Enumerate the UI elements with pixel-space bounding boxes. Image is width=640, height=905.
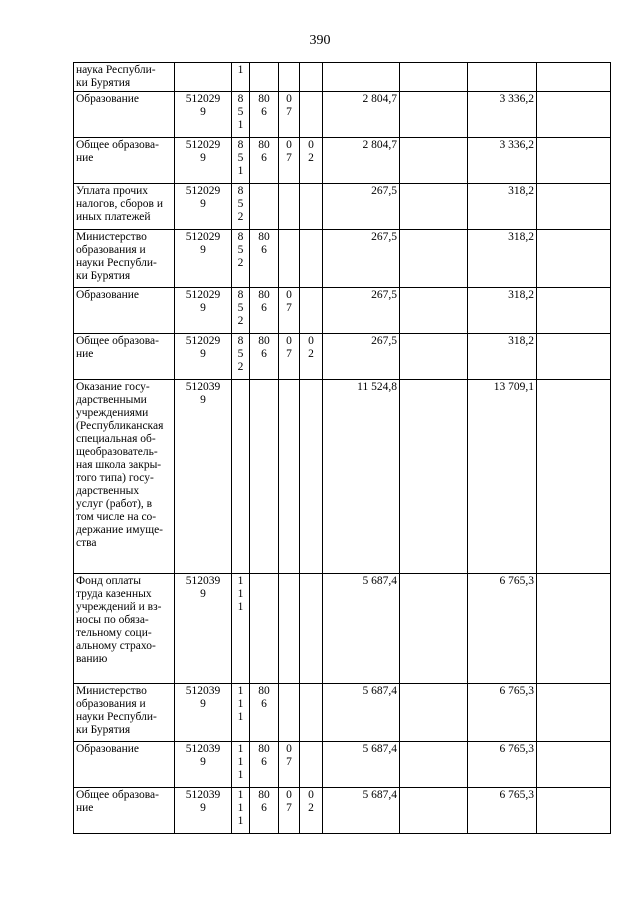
row-sum2-cell: 318,2 <box>468 184 537 230</box>
row-csr-cell <box>175 230 232 288</box>
row-grbs-cell <box>250 742 279 788</box>
row-sum1-cell: 267,5 <box>323 334 400 380</box>
row-rz-cell-line: 0 <box>286 289 292 301</box>
row-pr-cell-line: 0 <box>308 139 314 151</box>
table-row <box>74 574 611 684</box>
row-rz-cell-line: 7 <box>286 302 292 314</box>
row-rz-cell <box>279 92 300 138</box>
row-vr-cell-line: 1 <box>237 815 244 827</box>
row-csr-cell <box>175 684 232 742</box>
row-rz-cell-line: 7 <box>286 756 292 768</box>
row-name-cell <box>74 230 175 288</box>
row-empty-cell <box>400 380 468 574</box>
row-grbs-cell <box>250 63 279 92</box>
row-name-cell-line: Министерство <box>76 685 147 697</box>
row-csr-cell-line: 512029 <box>185 289 221 301</box>
page-number: 390 <box>309 33 331 48</box>
row-vr-cell-line: 1 <box>237 756 244 768</box>
table-row <box>74 184 611 230</box>
row-name-cell-line: дарственных <box>76 485 140 497</box>
row-grbs-cell <box>250 788 279 834</box>
row-vr-cell-line: 2 <box>237 315 244 327</box>
row-sum1-cell: 2 804,7 <box>323 138 400 184</box>
row-name-cell-line: ства <box>76 537 97 549</box>
row-rz-cell-line: 0 <box>286 93 292 105</box>
row-sum1-cell <box>323 63 400 92</box>
row-vr-cell <box>232 288 250 334</box>
row-name-cell-line: ки Бурятия <box>76 77 131 89</box>
row-empty-cell <box>537 184 611 230</box>
row-csr-cell-line: 9 <box>200 698 206 710</box>
row-grbs-cell <box>250 684 279 742</box>
row-csr-cell-line: 9 <box>200 106 206 118</box>
row-rz-cell-line: 7 <box>286 802 292 814</box>
row-name-cell-line: услуг (работ), в <box>76 498 153 510</box>
row-name-cell-line: Общее образова- <box>76 335 159 347</box>
row-vr-cell-line: 8 <box>237 93 244 105</box>
row-empty-cell <box>537 380 611 574</box>
row-rz-cell <box>279 684 300 742</box>
row-name-cell-line: ки Бурятия <box>76 724 131 736</box>
row-rz-cell-line: 0 <box>286 743 292 755</box>
row-sum2-cell: 6 765,3 <box>468 684 537 742</box>
row-vr-cell-line: 5 <box>237 198 244 210</box>
row-rz-cell <box>279 380 300 574</box>
row-name-cell-line: ная школа закры- <box>76 459 162 471</box>
row-vr-cell <box>232 230 250 288</box>
row-name-cell-line: Уплата прочих <box>76 185 149 197</box>
row-pr-cell <box>300 184 323 230</box>
row-name-cell <box>74 184 175 230</box>
row-name-cell <box>74 63 175 92</box>
row-grbs-cell <box>250 574 279 684</box>
row-name-cell-line: альному страхо- <box>76 640 156 652</box>
row-empty-cell <box>400 184 468 230</box>
row-csr-cell-line: 9 <box>200 588 206 600</box>
row-csr-cell-line: 512029 <box>185 335 221 347</box>
row-vr-cell <box>232 788 250 834</box>
row-name-cell-line: Оказание госу- <box>76 381 150 393</box>
row-name-cell-line: того типа) госу- <box>76 472 154 484</box>
row-vr-cell-line: 1 <box>237 743 244 755</box>
row-sum2-cell: 13 709,1 <box>468 380 537 574</box>
row-name-cell-line: Фонд оплаты <box>76 575 141 587</box>
row-name-cell-line: ние <box>76 152 94 164</box>
row-csr-cell-line: 9 <box>200 302 206 314</box>
row-name-cell-line: ки Бурятия <box>76 270 131 282</box>
row-vr-cell-line: 8 <box>237 289 244 301</box>
row-grbs-cell-line: 6 <box>261 244 267 256</box>
row-csr-cell-line: 9 <box>200 348 206 360</box>
row-sum1-cell: 267,5 <box>323 230 400 288</box>
row-vr-cell-line: 1 <box>237 64 244 76</box>
row-name-cell-line: Образование <box>76 289 140 301</box>
row-vr-cell-line: 1 <box>237 119 244 131</box>
row-name-cell-line: налогов, сборов и <box>76 198 164 210</box>
row-vr-cell-line: 1 <box>237 685 244 697</box>
table-row <box>74 788 611 834</box>
row-sum2-cell: 318,2 <box>468 288 537 334</box>
row-empty-cell <box>537 788 611 834</box>
row-vr-cell <box>232 92 250 138</box>
row-grbs-cell <box>250 184 279 230</box>
row-csr-cell-line: 512029 <box>185 231 221 243</box>
row-empty-cell <box>537 742 611 788</box>
row-vr-cell-line: 8 <box>237 139 244 151</box>
row-pr-cell <box>300 380 323 574</box>
row-name-cell-line: дарственными <box>76 394 147 406</box>
table-row <box>74 63 611 92</box>
row-sum2-cell: 6 765,3 <box>468 574 537 684</box>
row-grbs-cell <box>250 138 279 184</box>
row-grbs-cell <box>250 230 279 288</box>
row-vr-cell-line: 1 <box>237 575 244 587</box>
row-name-cell <box>74 788 175 834</box>
row-grbs-cell-line: 80 <box>258 231 270 243</box>
row-name-cell <box>74 334 175 380</box>
row-rz-cell <box>279 742 300 788</box>
row-name-cell <box>74 684 175 742</box>
row-pr-cell <box>300 684 323 742</box>
row-pr-cell-line: 2 <box>308 152 314 164</box>
row-csr-cell-line: 512039 <box>185 575 221 587</box>
row-csr-cell <box>175 138 232 184</box>
row-rz-cell <box>279 334 300 380</box>
row-vr-cell-line: 2 <box>237 257 244 269</box>
row-grbs-cell-line: 80 <box>258 289 270 301</box>
row-vr-cell-line: 5 <box>237 244 244 256</box>
row-grbs-cell-line: 80 <box>258 743 270 755</box>
row-rz-cell <box>279 788 300 834</box>
row-name-cell-line: носы по обяза- <box>76 614 149 626</box>
row-vr-cell-line: 5 <box>237 348 244 360</box>
row-empty-cell <box>537 230 611 288</box>
row-name-cell-line: ванию <box>76 653 108 665</box>
row-sum2-cell: 318,2 <box>468 334 537 380</box>
row-empty-cell <box>400 230 468 288</box>
row-empty-cell <box>537 334 611 380</box>
row-empty-cell <box>537 138 611 184</box>
row-vr-cell-line: 8 <box>237 231 244 243</box>
row-name-cell-line: науки Республи- <box>76 257 157 269</box>
row-vr-cell-line: 5 <box>237 302 244 314</box>
row-pr-cell-line: 0 <box>308 335 314 347</box>
row-vr-cell-line: 1 <box>237 769 244 781</box>
row-pr-cell <box>300 288 323 334</box>
row-rz-cell <box>279 574 300 684</box>
row-pr-cell <box>300 230 323 288</box>
row-grbs-cell-line: 6 <box>261 106 267 118</box>
row-vr-cell <box>232 574 250 684</box>
row-vr-cell-line: 5 <box>237 152 244 164</box>
row-grbs-cell <box>250 288 279 334</box>
row-csr-cell <box>175 334 232 380</box>
row-csr-cell <box>175 184 232 230</box>
row-name-cell-line: держание имуще- <box>76 524 164 536</box>
row-csr-cell-line: 9 <box>200 198 206 210</box>
row-sum1-cell: 5 687,4 <box>323 788 400 834</box>
row-name-cell <box>74 288 175 334</box>
row-grbs-cell-line: 6 <box>261 302 267 314</box>
row-sum2-cell: 3 336,2 <box>468 92 537 138</box>
row-pr-cell <box>300 788 323 834</box>
row-csr-cell-line: 9 <box>200 394 206 406</box>
row-vr-cell <box>232 63 250 92</box>
row-csr-cell-line: 512039 <box>185 743 221 755</box>
row-vr-cell <box>232 334 250 380</box>
table-row <box>74 92 611 138</box>
row-name-cell-line: Образование <box>76 743 140 755</box>
row-vr-cell-line: 2 <box>237 361 244 373</box>
row-rz-cell-line: 0 <box>286 789 292 801</box>
row-grbs-cell-line: 80 <box>258 685 270 697</box>
row-name-cell-line: науки Республи- <box>76 711 157 723</box>
row-csr-cell <box>175 574 232 684</box>
row-name-cell-line: щеобразователь- <box>76 446 158 458</box>
row-vr-cell-line: 1 <box>237 789 244 801</box>
row-rz-cell-line: 7 <box>286 152 292 164</box>
row-grbs-cell-line: 80 <box>258 335 270 347</box>
row-csr-cell-line: 512029 <box>185 185 221 197</box>
row-rz-cell <box>279 184 300 230</box>
row-sum2-cell <box>468 63 537 92</box>
table-row <box>74 684 611 742</box>
row-sum2-cell: 6 765,3 <box>468 742 537 788</box>
row-csr-cell-line: 9 <box>200 152 206 164</box>
row-name-cell-line: ние <box>76 802 94 814</box>
row-name-cell <box>74 138 175 184</box>
row-vr-cell <box>232 184 250 230</box>
row-csr-cell-line: 512039 <box>185 789 221 801</box>
row-csr-cell <box>175 92 232 138</box>
row-empty-cell <box>400 574 468 684</box>
row-name-cell-line: ние <box>76 348 94 360</box>
row-csr-cell-line: 9 <box>200 802 206 814</box>
row-rz-cell <box>279 230 300 288</box>
row-name-cell <box>74 742 175 788</box>
row-rz-cell-line: 0 <box>286 335 292 347</box>
table-row <box>74 288 611 334</box>
row-grbs-cell-line: 80 <box>258 789 270 801</box>
row-pr-cell <box>300 92 323 138</box>
row-rz-cell <box>279 63 300 92</box>
row-csr-cell <box>175 742 232 788</box>
row-grbs-cell-line: 6 <box>261 698 267 710</box>
row-empty-cell <box>400 92 468 138</box>
row-vr-cell-line: 1 <box>237 601 244 613</box>
row-name-cell-line: том числе на со- <box>76 511 157 523</box>
row-name-cell-line: Общее образова- <box>76 139 159 151</box>
budget-table <box>73 62 611 834</box>
row-name-cell-line: труда казенных <box>76 588 152 600</box>
row-empty-cell <box>537 288 611 334</box>
row-rz-cell <box>279 288 300 334</box>
row-empty-cell <box>400 288 468 334</box>
row-name-cell-line: Образование <box>76 93 140 105</box>
row-csr-cell <box>175 380 232 574</box>
row-grbs-cell-line: 6 <box>261 348 267 360</box>
row-sum1-cell: 2 804,7 <box>323 92 400 138</box>
row-csr-cell <box>175 788 232 834</box>
row-vr-cell <box>232 684 250 742</box>
row-sum1-cell: 5 687,4 <box>323 742 400 788</box>
row-name-cell-line: иных платежей <box>76 211 151 223</box>
row-csr-cell-line: 512029 <box>185 93 221 105</box>
row-grbs-cell <box>250 334 279 380</box>
row-name-cell-line: наука Республи- <box>76 64 156 76</box>
row-name-cell-line: Общее образова- <box>76 789 159 801</box>
row-grbs-cell <box>250 92 279 138</box>
table-row <box>74 334 611 380</box>
row-name-cell-line: (Республиканская <box>76 420 164 432</box>
row-empty-cell <box>537 684 611 742</box>
row-pr-cell <box>300 334 323 380</box>
row-csr-cell-line: 9 <box>200 244 206 256</box>
row-empty-cell <box>537 574 611 684</box>
row-vr-cell-line: 2 <box>237 211 244 223</box>
row-grbs-cell-line: 80 <box>258 139 270 151</box>
table-row <box>74 742 611 788</box>
row-rz-cell-line: 7 <box>286 348 292 360</box>
row-csr-cell <box>175 63 232 92</box>
row-grbs-cell <box>250 380 279 574</box>
row-csr-cell-line: 9 <box>200 756 206 768</box>
row-sum2-cell: 6 765,3 <box>468 788 537 834</box>
row-pr-cell-line: 2 <box>308 348 314 360</box>
row-pr-cell-line: 2 <box>308 802 314 814</box>
table-row <box>74 230 611 288</box>
row-empty-cell <box>400 788 468 834</box>
row-vr-cell-line: 1 <box>237 698 244 710</box>
row-name-cell-line: тельному соци- <box>76 627 152 639</box>
row-vr-cell <box>232 380 250 574</box>
row-sum2-cell: 318,2 <box>468 230 537 288</box>
row-vr-cell-line: 1 <box>237 711 244 723</box>
row-name-cell-line: образования и <box>76 698 146 710</box>
row-pr-cell <box>300 742 323 788</box>
row-vr-cell-line: 5 <box>237 106 244 118</box>
row-vr-cell <box>232 138 250 184</box>
row-vr-cell-line: 8 <box>237 335 244 347</box>
row-name-cell-line: учреждениями <box>76 407 149 419</box>
row-pr-cell-line: 0 <box>308 789 314 801</box>
row-rz-cell <box>279 138 300 184</box>
row-sum1-cell: 267,5 <box>323 184 400 230</box>
table-row <box>74 138 611 184</box>
row-rz-cell-line: 7 <box>286 106 292 118</box>
row-grbs-cell-line: 6 <box>261 152 267 164</box>
row-name-cell <box>74 574 175 684</box>
row-vr-cell-line: 1 <box>237 165 244 177</box>
row-vr-cell-line: 1 <box>237 588 244 600</box>
row-grbs-cell-line: 80 <box>258 93 270 105</box>
row-empty-cell <box>400 334 468 380</box>
table-body <box>74 63 611 834</box>
row-name-cell-line: учреждений и вз- <box>76 601 162 613</box>
row-grbs-cell-line: 6 <box>261 802 267 814</box>
row-pr-cell <box>300 138 323 184</box>
row-sum2-cell: 3 336,2 <box>468 138 537 184</box>
table-row <box>74 380 611 574</box>
row-pr-cell <box>300 574 323 684</box>
row-empty-cell <box>400 138 468 184</box>
row-empty-cell <box>400 63 468 92</box>
row-csr-cell-line: 512039 <box>185 381 221 393</box>
row-name-cell-line: Министерство <box>76 231 147 243</box>
row-vr-cell <box>232 742 250 788</box>
row-name-cell-line: специальная об- <box>76 433 156 445</box>
row-pr-cell <box>300 63 323 92</box>
row-name-cell <box>74 380 175 574</box>
row-name-cell-line: образования и <box>76 244 146 256</box>
row-vr-cell-line: 1 <box>237 802 244 814</box>
row-csr-cell-line: 512029 <box>185 139 221 151</box>
row-grbs-cell-line: 6 <box>261 756 267 768</box>
row-vr-cell-line: 8 <box>237 185 244 197</box>
row-rz-cell-line: 0 <box>286 139 292 151</box>
row-csr-cell <box>175 288 232 334</box>
row-empty-cell <box>400 742 468 788</box>
row-sum1-cell: 5 687,4 <box>323 574 400 684</box>
row-name-cell <box>74 92 175 138</box>
row-sum1-cell: 5 687,4 <box>323 684 400 742</box>
row-sum1-cell: 11 524,8 <box>323 380 400 574</box>
row-empty-cell <box>537 92 611 138</box>
row-csr-cell-line: 512039 <box>185 685 221 697</box>
row-sum1-cell: 267,5 <box>323 288 400 334</box>
row-empty-cell <box>537 63 611 92</box>
row-empty-cell <box>400 684 468 742</box>
